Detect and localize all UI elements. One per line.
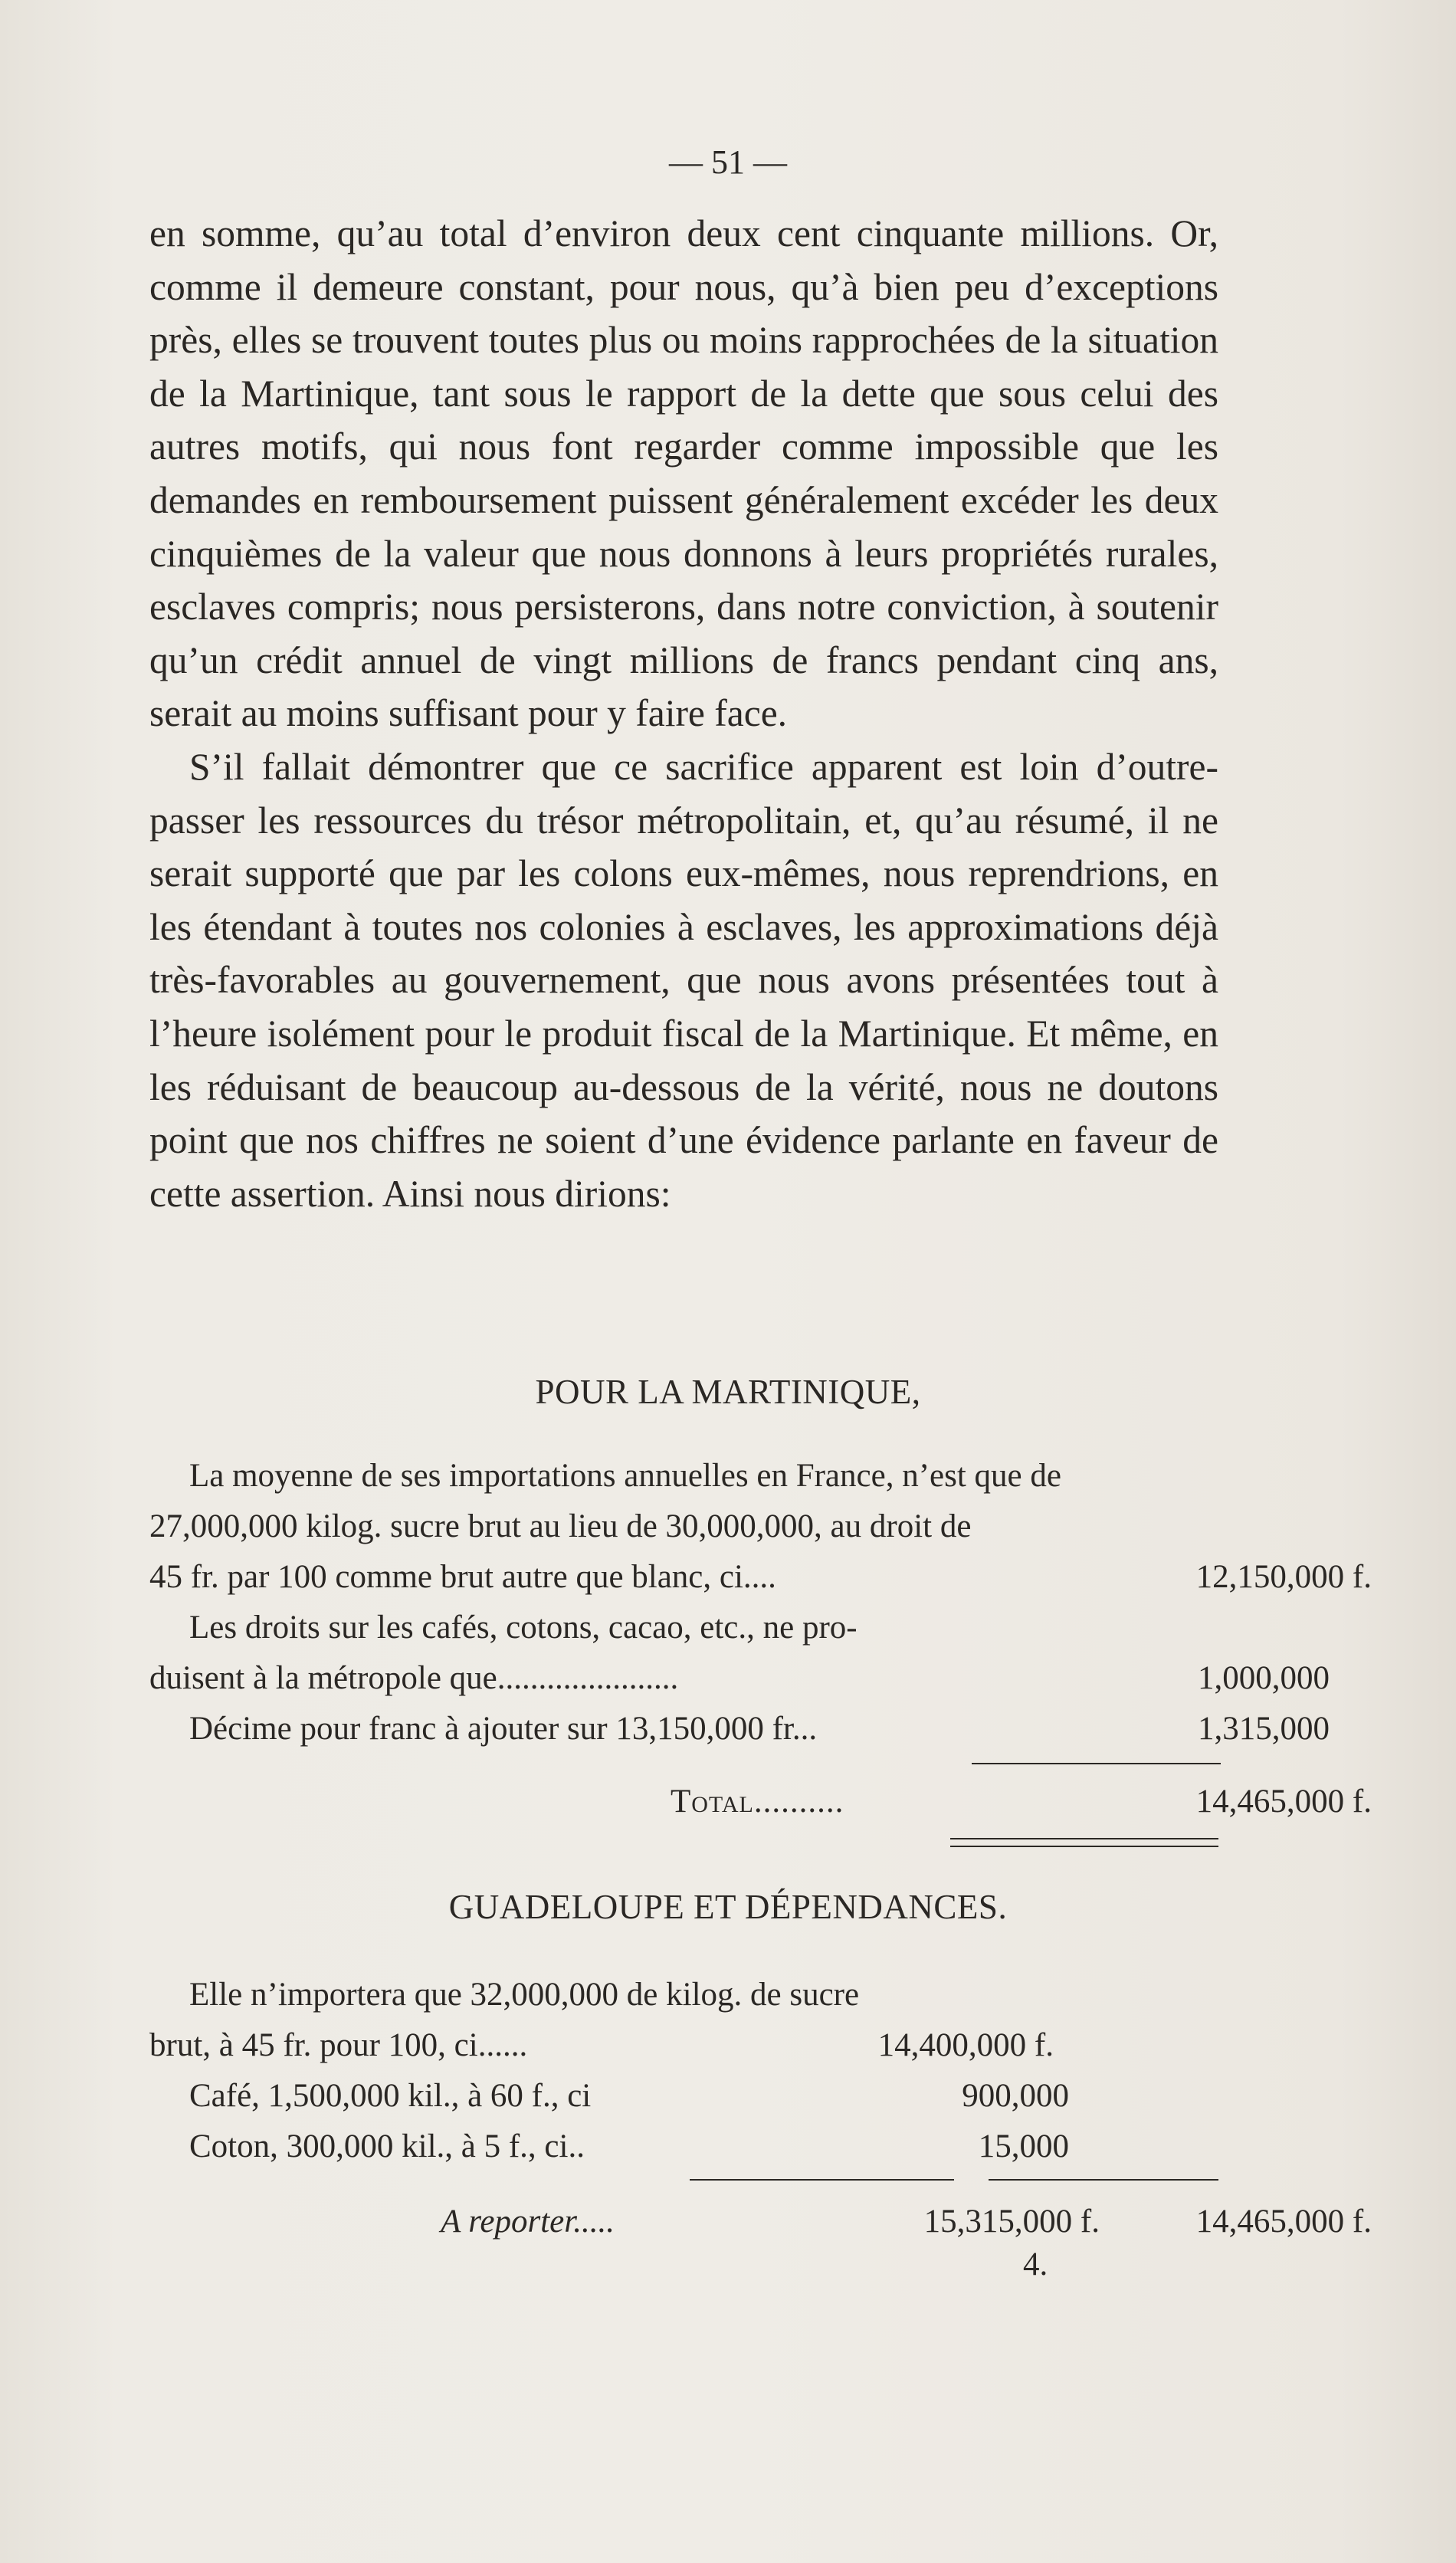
row-amount: 1,315,000 [1198,1711,1330,1747]
table-row [149,2020,1222,2071]
row-amount: 15,000 [978,2128,1069,2164]
total-label: Total.......... [671,1784,844,1820]
table-row [149,2122,1222,2172]
row-text: duisent à la métropole que...................... [149,1660,679,1696]
paragraph-2: S’il fallait démontrer que ce sacrifice apparent est loin d’outrepasser les ressources du trésor métropolitain, et, qu’au résumé, il ne serait supporté que par les colons eux-mêmes, nous reprendrions, en les étendant à toutes nos colonies à esclaves, les approximations déjà très-favorables au gouvernement, que nous avons présentées tout à l’heure isolément pour le produit fiscal de la Martinique. Et même, en les réduisant de beaucoup au-dessous de la vérité, nous ne doutons point que nos chiffres ne soient d’une évidence parlante en faveur de cette assertion. Ainsi nous dirions: [149,745,1218,1215]
page-number: — 51 — [669,143,787,181]
carry-label: A reporter..... [441,2204,615,2240]
table-row [149,1501,1222,1552]
row-text: Les droits sur les cafés, cotons, cacao, etc., ne pro- [189,1610,858,1646]
row-text: Café, 1,500,000 kil., à 60 f., ci [189,2078,592,2114]
martinique-heading: POUR LA MARTINIQUE, [535,1373,921,1411]
carry-total: 14,465,000 f. [1195,2204,1372,2240]
table-row [149,2071,1222,2122]
row-amount: 900,000 [962,2078,1069,2114]
row-text: brut, à 45 fr. pour 100, ci...... [149,2027,528,2063]
table-row [149,1552,1372,1603]
table-row [149,1603,1222,1653]
table-row [149,1653,1330,1704]
row-text: La moyenne de ses importations annuelles en France, n’est que de [189,1458,1061,1494]
sum-rule [989,2179,1218,2181]
row-text: Décime pour franc à ajouter sur 13,150,000 fr... [189,1711,818,1747]
row-amount: 14,400,000 f. [877,2027,1054,2063]
row-amount: 12,150,000 f. [1195,1559,1372,1595]
table-row [149,1451,1222,1501]
signature-mark: 4. [1023,2246,1048,2282]
double-rule-top [950,1838,1218,1839]
paragraph-1: en somme, qu’au total d’environ deux cent cinquante millions. Or, comme il demeure constant, pour nous, qu’à bien peu d’exceptions près, elles se trouvent toutes plus ou moins rapprochées de la situation de la Martinique, tant sous le rapport de la dette que sous celui des autres motifs, qui nous font regarder comme impossible que les demandes en remboursement puissent généralement excéder les deux cinquièmes de la valeur que nous donnons à leurs propriétés rurales, esclaves compris; nous persisterons, dans notre conviction, à soutenir qu’un crédit annuel de vingt millions de francs pendant cinq ans, serait au moins suffisant pour y faire face. [149,212,1218,735]
row-text: 27,000,000 kilog. sucre brut au lieu de 30,000,000, au droit de [149,1508,972,1544]
double-rule-bottom [950,1846,1218,1847]
carry-value: 15,315,000 f. [923,2204,1100,2240]
total-value: 14,465,000 f. [1195,1784,1372,1820]
sum-rule [972,1763,1221,1764]
martinique-total [149,1777,1372,1827]
row-amount: 1,000,000 [1198,1660,1330,1696]
body-text [149,207,1218,1220]
guadeloupe-table [149,1970,1222,2172]
row-text: Elle n’importera que 32,000,000 de kilog. de sucre [189,1977,860,2013]
sum-rule [690,2179,954,2181]
martinique-table [149,1451,1372,1754]
row-text: 45 fr. par 100 comme brut autre que blanc, ci.... [149,1559,776,1595]
table-row [149,1970,1222,2020]
carry-row [149,2197,1372,2247]
guadeloupe-carry [149,2197,1372,2247]
guadeloupe-heading: GUADELOUPE ET DÉPENDANCES. [448,1888,1008,1926]
table-row [149,1704,1330,1754]
total-row [149,1777,1372,1827]
row-text: Coton, 300,000 kil., à 5 f., ci.. [189,2128,585,2164]
